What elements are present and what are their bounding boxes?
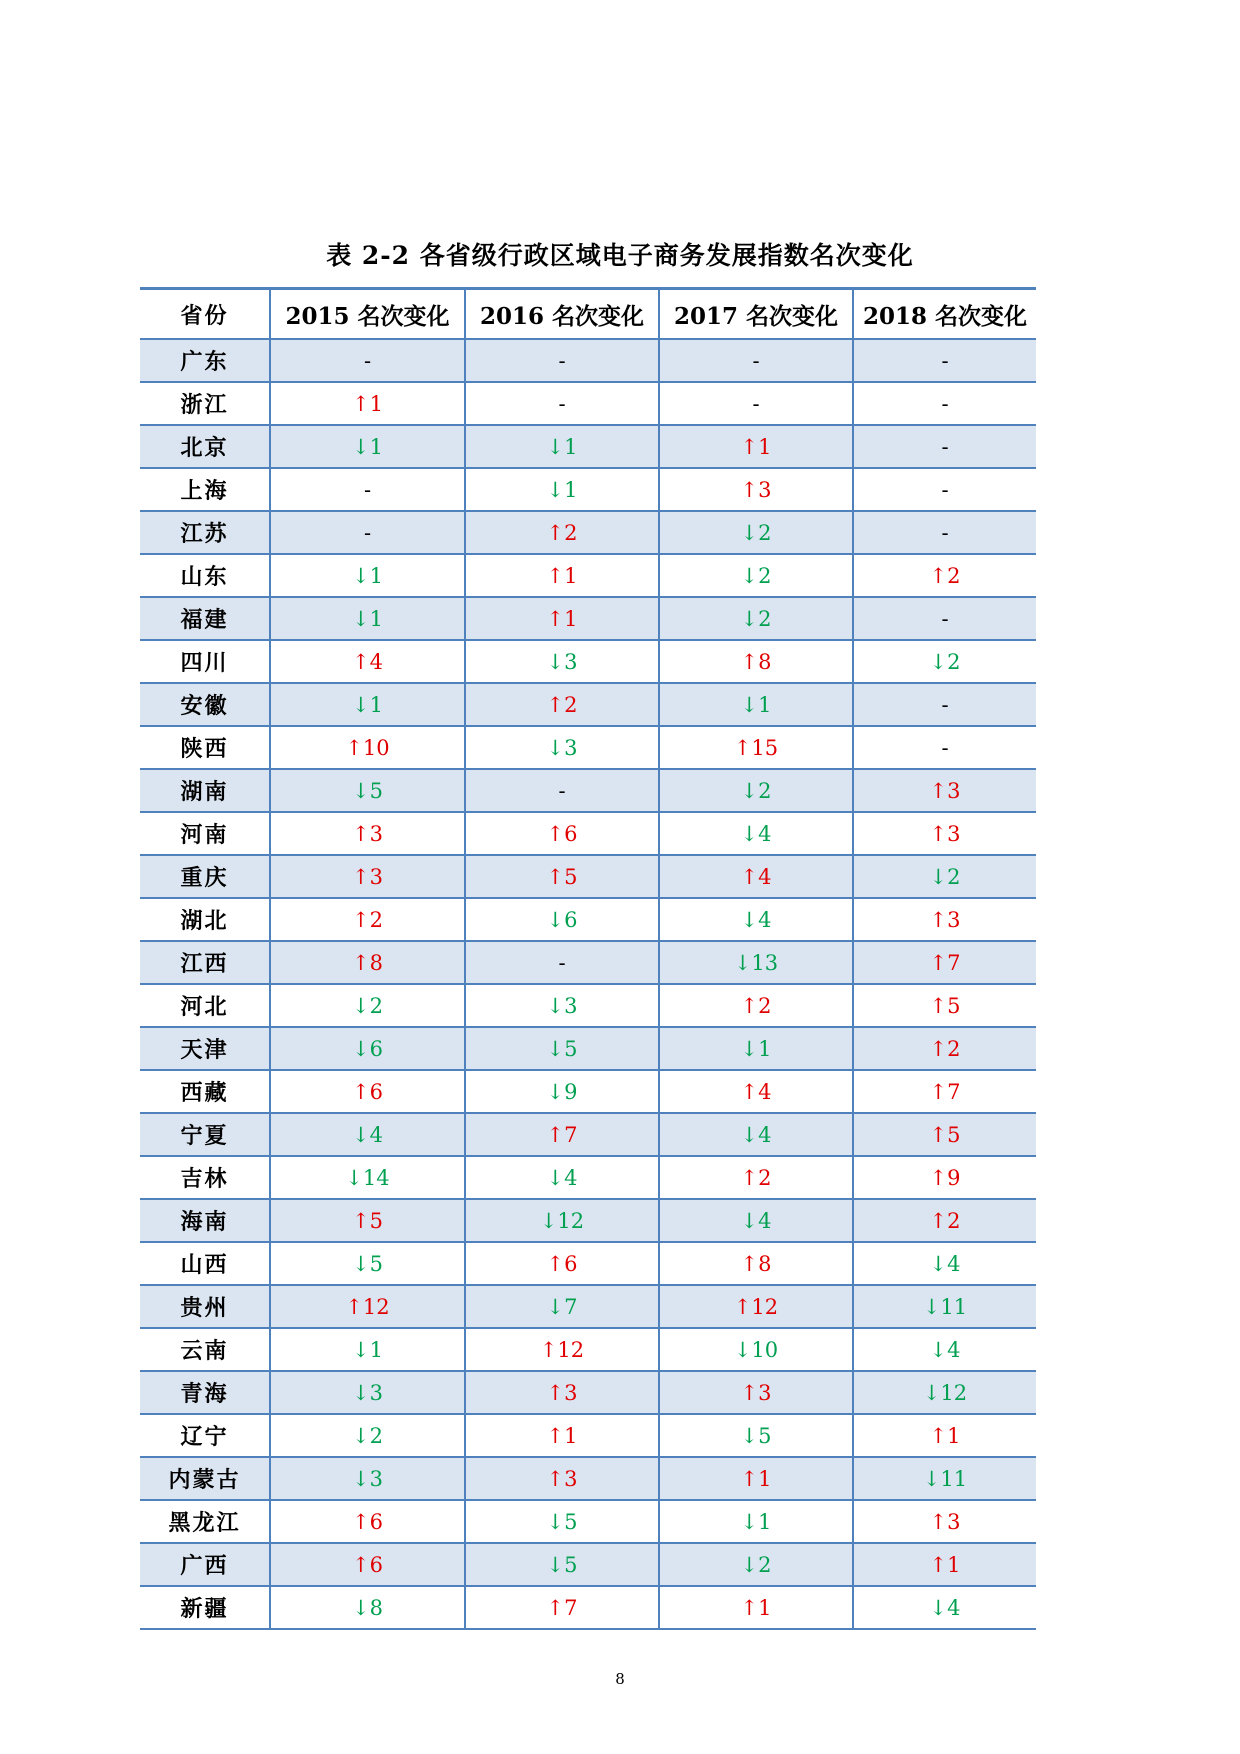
- rank-change-cell: -: [270, 468, 465, 511]
- rank-change-cell: ↓1: [270, 1328, 465, 1371]
- table-row: [140, 1156, 1036, 1199]
- rank-change-cell: ↓2: [270, 984, 465, 1027]
- rank-change-cell: ↓3: [270, 1371, 465, 1414]
- rank-change-cell: ↓3: [465, 640, 659, 683]
- rank-change-cell: ↓1: [270, 425, 465, 468]
- province-cell: 山东: [140, 554, 270, 597]
- table-row: [140, 812, 1036, 855]
- page-number: 8: [615, 1670, 625, 1688]
- rank-change-cell: ↑6: [465, 812, 659, 855]
- province-cell: 重庆: [140, 855, 270, 898]
- rank-change-cell: ↑2: [853, 1199, 1036, 1242]
- table-row: [140, 554, 1036, 597]
- province-cell: 河南: [140, 812, 270, 855]
- rank-change-cell: ↓4: [270, 1113, 465, 1156]
- rank-change-cell: ↑3: [853, 1500, 1036, 1543]
- rank-change-cell: ↓9: [465, 1070, 659, 1113]
- rank-change-cell: ↑6: [270, 1543, 465, 1586]
- rank-change-cell: ↑3: [465, 1371, 659, 1414]
- province-cell: 黑龙江: [140, 1500, 270, 1543]
- rank-change-cell: ↑9: [853, 1156, 1036, 1199]
- rank-change-cell: ↓5: [270, 1242, 465, 1285]
- table-row: [140, 640, 1036, 683]
- province-cell: 陕西: [140, 726, 270, 769]
- province-cell: 新疆: [140, 1586, 270, 1629]
- province-cell: 山西: [140, 1242, 270, 1285]
- rank-change-cell: ↑2: [465, 511, 659, 554]
- rank-change-cell: ↑8: [659, 640, 853, 683]
- province-cell: 云南: [140, 1328, 270, 1371]
- rank-change-cell: ↑2: [853, 1027, 1036, 1070]
- rank-change-cell: ↑3: [270, 812, 465, 855]
- header-2016: 2016 名次变化: [465, 289, 659, 340]
- table-row: [140, 382, 1036, 425]
- table-row: [140, 425, 1036, 468]
- rank-change-cell: ↓2: [659, 554, 853, 597]
- table-row: [140, 1113, 1036, 1156]
- province-cell: 安徽: [140, 683, 270, 726]
- rank-change-cell: ↑3: [659, 1371, 853, 1414]
- rank-change-cell: ↑7: [853, 941, 1036, 984]
- rank-change-cell: ↓1: [270, 554, 465, 597]
- province-cell: 内蒙古: [140, 1457, 270, 1500]
- province-cell: 贵州: [140, 1285, 270, 1328]
- table-row: [140, 683, 1036, 726]
- rank-change-cell: ↑10: [270, 726, 465, 769]
- rank-change-cell: ↓5: [465, 1543, 659, 1586]
- rank-change-cell: -: [465, 382, 659, 425]
- table-header-row: [140, 289, 1036, 340]
- rank-change-cell: ↓4: [465, 1156, 659, 1199]
- rank-change-cell: -: [270, 511, 465, 554]
- rank-change-cell: ↑1: [659, 1586, 853, 1629]
- rank-change-cell: ↓4: [659, 1113, 853, 1156]
- table-row: [140, 1500, 1036, 1543]
- table-row: [140, 597, 1036, 640]
- rank-change-cell: -: [853, 425, 1036, 468]
- table-row: [140, 898, 1036, 941]
- rank-change-cell: ↑4: [270, 640, 465, 683]
- table-row: [140, 1457, 1036, 1500]
- header-2015: 2015 名次变化: [270, 289, 465, 340]
- rank-change-cell: ↓5: [465, 1027, 659, 1070]
- table-row: [140, 1199, 1036, 1242]
- province-cell: 西藏: [140, 1070, 270, 1113]
- rank-change-cell: ↑8: [659, 1242, 853, 1285]
- rank-change-cell: ↑1: [853, 1543, 1036, 1586]
- rank-change-cell: ↓4: [659, 812, 853, 855]
- province-cell: 江西: [140, 941, 270, 984]
- rank-change-cell: ↓6: [465, 898, 659, 941]
- rank-change-cell: ↑3: [853, 769, 1036, 812]
- rank-change-cell: ↓1: [465, 425, 659, 468]
- rank-change-cell: ↑5: [270, 1199, 465, 1242]
- rank-change-cell: ↓2: [270, 1414, 465, 1457]
- rank-change-cell: ↑1: [659, 425, 853, 468]
- province-cell: 浙江: [140, 382, 270, 425]
- province-cell: 湖南: [140, 769, 270, 812]
- province-cell: 青海: [140, 1371, 270, 1414]
- rank-change-cell: -: [853, 339, 1036, 382]
- table-row: [140, 941, 1036, 984]
- rank-change-cell: ↑12: [270, 1285, 465, 1328]
- province-cell: 天津: [140, 1027, 270, 1070]
- rank-change-cell: ↓11: [853, 1457, 1036, 1500]
- rank-change-cell: -: [853, 468, 1036, 511]
- rank-change-cell: ↓6: [270, 1027, 465, 1070]
- rank-change-cell: ↓2: [659, 597, 853, 640]
- rank-change-cell: ↑8: [270, 941, 465, 984]
- table-row: [140, 1328, 1036, 1371]
- table-row: [140, 1027, 1036, 1070]
- table-row: [140, 726, 1036, 769]
- rank-change-cell: ↑3: [853, 898, 1036, 941]
- rank-change-cell: ↑5: [853, 1113, 1036, 1156]
- rank-change-cell: ↑15: [659, 726, 853, 769]
- province-cell: 辽宁: [140, 1414, 270, 1457]
- province-cell: 宁夏: [140, 1113, 270, 1156]
- rank-change-cell: ↓1: [270, 597, 465, 640]
- rank-change-cell: ↓5: [465, 1500, 659, 1543]
- rank-change-cell: ↑5: [853, 984, 1036, 1027]
- rank-change-cell: ↑6: [465, 1242, 659, 1285]
- table-row: [140, 1414, 1036, 1457]
- header-province: 省份: [140, 289, 270, 340]
- rank-change-cell: ↓2: [853, 640, 1036, 683]
- rank-change-cell: ↑1: [465, 554, 659, 597]
- rank-change-cell: ↑1: [659, 1457, 853, 1500]
- rank-change-cell: ↑5: [465, 855, 659, 898]
- rank-change-cell: ↑4: [659, 1070, 853, 1113]
- ranking-change-table: [140, 287, 1036, 1630]
- rank-change-cell: ↑3: [465, 1457, 659, 1500]
- province-cell: 吉林: [140, 1156, 270, 1199]
- rank-change-cell: -: [465, 941, 659, 984]
- rank-change-cell: -: [270, 339, 465, 382]
- table-row: [140, 984, 1036, 1027]
- table-row: [140, 1543, 1036, 1586]
- province-cell: 四川: [140, 640, 270, 683]
- rank-change-cell: ↑2: [853, 554, 1036, 597]
- table-title: 表 2-2 各省级行政区域电子商务发展指数名次变化: [326, 241, 914, 270]
- rank-change-cell: ↓3: [270, 1457, 465, 1500]
- rank-change-cell: ↑3: [270, 855, 465, 898]
- rank-change-cell: ↓12: [853, 1371, 1036, 1414]
- rank-change-cell: ↑1: [465, 597, 659, 640]
- rank-change-cell: ↑1: [465, 1414, 659, 1457]
- rank-change-cell: ↓2: [659, 1543, 853, 1586]
- rank-change-cell: ↓11: [853, 1285, 1036, 1328]
- rank-change-cell: ↓4: [659, 898, 853, 941]
- table-row: [140, 511, 1036, 554]
- rank-change-cell: ↑3: [659, 468, 853, 511]
- rank-change-cell: ↓7: [465, 1285, 659, 1328]
- province-cell: 河北: [140, 984, 270, 1027]
- table-row: [140, 1586, 1036, 1629]
- rank-change-cell: ↑6: [270, 1500, 465, 1543]
- rank-change-cell: ↑7: [465, 1113, 659, 1156]
- rank-change-cell: ↑2: [659, 1156, 853, 1199]
- table-row: [140, 855, 1036, 898]
- rank-change-cell: ↑6: [270, 1070, 465, 1113]
- rank-change-cell: -: [853, 511, 1036, 554]
- table-row: [140, 468, 1036, 511]
- rank-change-cell: ↓4: [853, 1242, 1036, 1285]
- rank-change-cell: ↓8: [270, 1586, 465, 1629]
- rank-change-cell: ↓1: [270, 683, 465, 726]
- rank-change-cell: ↓5: [659, 1414, 853, 1457]
- rank-change-cell: ↑2: [270, 898, 465, 941]
- rank-change-cell: ↑1: [270, 382, 465, 425]
- province-cell: 湖北: [140, 898, 270, 941]
- rank-change-cell: ↓1: [659, 683, 853, 726]
- rank-change-cell: -: [853, 683, 1036, 726]
- rank-change-cell: ↓4: [853, 1586, 1036, 1629]
- rank-change-cell: ↓14: [270, 1156, 465, 1199]
- rank-change-cell: ↑1: [853, 1414, 1036, 1457]
- rank-change-cell: -: [659, 382, 853, 425]
- rank-change-cell: ↓1: [465, 468, 659, 511]
- rank-change-cell: ↓3: [465, 726, 659, 769]
- province-cell: 福建: [140, 597, 270, 640]
- province-cell: 海南: [140, 1199, 270, 1242]
- rank-change-cell: -: [853, 382, 1036, 425]
- rank-change-cell: ↓5: [270, 769, 465, 812]
- rank-change-cell: ↓13: [659, 941, 853, 984]
- rank-change-cell: ↑2: [659, 984, 853, 1027]
- rank-change-cell: ↓3: [465, 984, 659, 1027]
- table-row: [140, 339, 1036, 382]
- rank-change-cell: ↑2: [465, 683, 659, 726]
- table-row: [140, 1285, 1036, 1328]
- table-row: [140, 1070, 1036, 1113]
- rank-change-cell: ↑3: [853, 812, 1036, 855]
- table-row: [140, 1371, 1036, 1414]
- rank-change-cell: ↓4: [853, 1328, 1036, 1371]
- province-cell: 江苏: [140, 511, 270, 554]
- rank-change-cell: ↓12: [465, 1199, 659, 1242]
- rank-change-cell: ↓1: [659, 1500, 853, 1543]
- rank-change-cell: ↓2: [659, 769, 853, 812]
- rank-change-cell: ↑12: [465, 1328, 659, 1371]
- rank-change-cell: ↓2: [853, 855, 1036, 898]
- header-2017: 2017 名次变化: [659, 289, 853, 340]
- table-row: [140, 769, 1036, 812]
- rank-change-cell: ↓1: [659, 1027, 853, 1070]
- rank-change-cell: ↓4: [659, 1199, 853, 1242]
- rank-change-cell: -: [853, 726, 1036, 769]
- province-cell: 广西: [140, 1543, 270, 1586]
- table-row: [140, 1242, 1036, 1285]
- header-2018: 2018 名次变化: [853, 289, 1036, 340]
- province-cell: 广东: [140, 339, 270, 382]
- rank-change-cell: -: [465, 769, 659, 812]
- rank-change-cell: ↑12: [659, 1285, 853, 1328]
- province-cell: 北京: [140, 425, 270, 468]
- rank-change-cell: -: [659, 339, 853, 382]
- rank-change-cell: ↑7: [853, 1070, 1036, 1113]
- rank-change-cell: ↓10: [659, 1328, 853, 1371]
- rank-change-cell: ↑7: [465, 1586, 659, 1629]
- province-cell: 上海: [140, 468, 270, 511]
- rank-change-cell: ↑4: [659, 855, 853, 898]
- rank-change-cell: -: [465, 339, 659, 382]
- rank-change-cell: ↓2: [659, 511, 853, 554]
- rank-change-cell: -: [853, 597, 1036, 640]
